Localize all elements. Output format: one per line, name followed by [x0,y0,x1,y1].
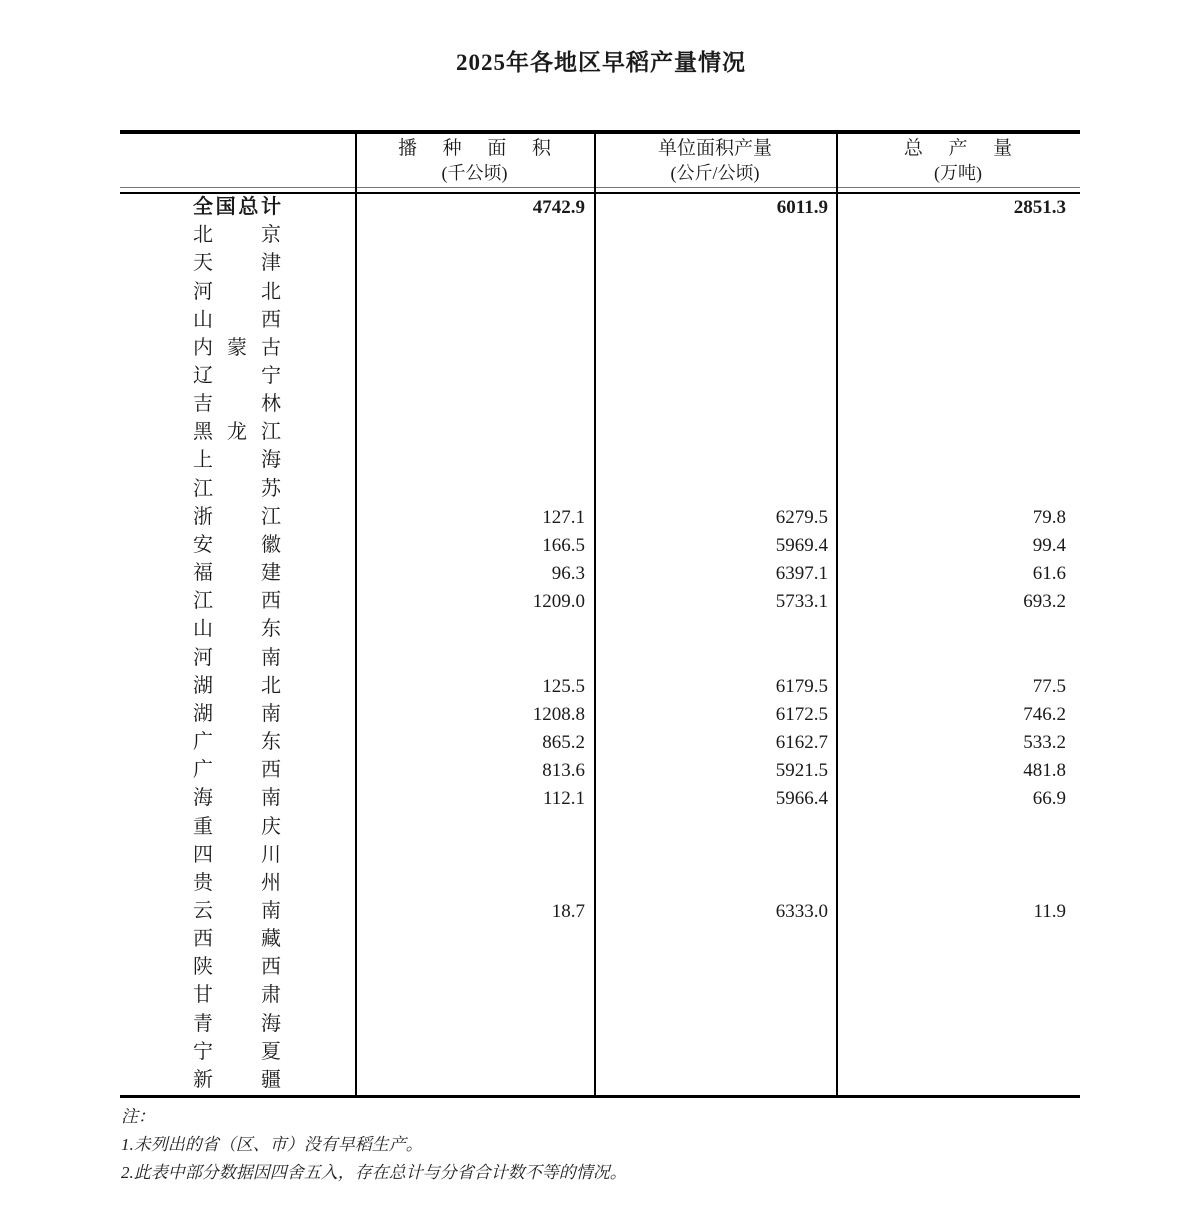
table-row [120,504,1080,532]
region-cell [120,1014,355,1036]
table-row [120,560,1080,588]
region-cell [120,619,355,641]
region-label: 黑龙江 [193,421,281,444]
cell-yield-per-area: 6172.5 [775,703,828,725]
region-label: 新疆 [193,1068,281,1091]
table-row [120,307,1080,335]
region-label: 四川 [193,843,281,866]
note-line-1: 1.未列出的省（区、市）没有早稻生产。 [121,1135,423,1154]
cell-sown-area: 865.2 [542,732,585,754]
cell-sown-area: 127.1 [542,506,585,528]
column-divider-1 [355,134,357,1095]
cell-yield-per-area: 5966.4 [775,788,828,810]
region-label: 湖南 [193,702,281,725]
cell-sown-area: 813.6 [542,760,585,782]
region-label: 重庆 [193,815,281,838]
table-row [120,954,1080,982]
region-label: 吉林 [193,393,281,416]
column-header-total-output [836,136,1080,186]
table-row [120,926,1080,954]
column-header-unit: (万吨) [934,162,982,183]
region-cell [120,648,355,670]
table-row [120,870,1080,898]
region-label: 内蒙古 [193,336,281,359]
cell-total-output: 481.8 [1023,760,1066,782]
column-divider-3 [836,134,838,1095]
region-label: 全国总计 [193,196,281,219]
notes-section [121,1103,627,1187]
cell-total-output: 79.8 [1032,506,1066,528]
region-cell [120,338,355,360]
region-cell [120,985,355,1007]
cell-total-output: 77.5 [1032,675,1066,697]
cell-total-output: 533.2 [1023,732,1066,754]
region-cell [120,366,355,388]
region-cell [120,760,355,782]
region-cell [120,282,355,304]
region-label: 广西 [193,759,281,782]
region-label: 山西 [193,308,281,331]
notes-label: 注： [121,1107,155,1126]
cell-total-output: 61.6 [1032,563,1066,585]
region-cell [120,450,355,472]
region-cell [120,845,355,867]
table-body [120,194,1080,1095]
region-cell [120,1042,355,1064]
region-label: 青海 [193,1012,281,1035]
table-row [120,588,1080,616]
region-label: 甘肃 [193,984,281,1007]
table-row [120,616,1080,644]
table-row [120,194,1080,222]
table-row [120,729,1080,757]
cell-sown-area: 166.5 [542,534,585,556]
cell-sown-area: 18.7 [551,900,585,922]
region-label: 上海 [193,449,281,472]
region-label: 江苏 [193,477,281,500]
table-row [120,1011,1080,1039]
region-cell [120,563,355,585]
cell-total-output: 2851.3 [1013,197,1066,219]
region-label: 北京 [193,224,281,247]
column-header-unit: (千公顷) [441,162,508,183]
cell-sown-area: 125.5 [542,675,585,697]
table-row [120,250,1080,278]
region-label: 西藏 [193,928,281,951]
table-row [120,1039,1080,1067]
region-label: 湖北 [193,674,281,697]
region-label: 江西 [193,590,281,613]
cell-yield-per-area: 5969.4 [775,534,828,556]
cell-yield-per-area: 6179.5 [775,675,828,697]
region-cell [120,253,355,275]
region-label: 贵州 [193,871,281,894]
region-label: 河南 [193,646,281,669]
region-label: 海南 [193,787,281,810]
table-row [120,447,1080,475]
table-row [120,1067,1080,1095]
table-row [120,898,1080,926]
table-header [120,134,1080,187]
region-label: 河北 [193,280,281,303]
region-cell [120,788,355,810]
table-row [120,645,1080,673]
table-row [120,222,1080,250]
region-label: 宁夏 [193,1040,281,1063]
column-header-label: 播 种 面 积 [398,137,551,159]
table-row [120,673,1080,701]
table-row [120,363,1080,391]
cell-total-output: 66.9 [1032,788,1066,810]
region-cell [120,817,355,839]
region-label: 广东 [193,731,281,754]
header-separator [120,187,1080,194]
region-cell [120,394,355,416]
table-row [120,335,1080,363]
region-cell [120,1070,355,1092]
cell-sown-area: 96.3 [551,563,585,585]
table-row [120,982,1080,1010]
column-header-label: 单位面积产量 [657,137,772,159]
cell-yield-per-area: 6333.0 [775,900,828,922]
region-label: 陕西 [193,956,281,979]
region-cell [120,422,355,444]
region-cell [120,197,355,219]
cell-total-output: 99.4 [1032,534,1066,556]
cell-total-output: 693.2 [1023,591,1066,613]
region-cell [120,732,355,754]
region-cell [120,929,355,951]
note-line-2: 2.此表中部分数据因四舍五入，存在总计与分省合计数不等的情况。 [121,1163,627,1182]
region-cell [120,225,355,247]
cell-sown-area: 112.1 [542,788,585,810]
cell-sown-area: 1208.8 [532,703,585,725]
region-cell [120,310,355,332]
region-cell [120,901,355,923]
region-cell [120,479,355,501]
region-label: 辽宁 [193,365,281,388]
production-table [120,130,1080,1098]
cell-yield-per-area: 5733.1 [775,591,828,613]
cell-yield-per-area: 6397.1 [775,563,828,585]
table-row [120,842,1080,870]
region-label: 浙江 [193,505,281,528]
region-cell [120,873,355,895]
cell-total-output: 11.9 [1033,900,1066,922]
region-label: 云南 [193,899,281,922]
cell-yield-per-area: 6279.5 [775,506,828,528]
region-label: 山东 [193,618,281,641]
column-divider-2 [594,134,596,1095]
cell-sown-area: 4742.9 [532,197,585,219]
region-cell [120,591,355,613]
region-cell [120,507,355,529]
region-cell [120,676,355,698]
page-title: 2025年各地区早稻产量情况 [456,50,746,75]
table-row [120,476,1080,504]
table-row [120,701,1080,729]
table-row [120,391,1080,419]
cell-total-output: 746.2 [1023,703,1066,725]
table-row [120,785,1080,813]
region-label: 福建 [193,562,281,585]
table-row [120,757,1080,785]
region-cell [120,957,355,979]
column-header-label: 总 产 量 [903,137,1013,159]
column-header-sown-area [355,136,594,186]
table-row [120,532,1080,560]
column-header-yield-per-area [594,136,836,186]
region-cell [120,704,355,726]
cell-yield-per-area: 6011.9 [776,197,828,219]
region-label: 天津 [193,252,281,275]
cell-sown-area: 1209.0 [532,591,585,613]
table-row [120,278,1080,306]
cell-yield-per-area: 6162.7 [775,732,828,754]
table-row [120,419,1080,447]
cell-yield-per-area: 5921.5 [775,760,828,782]
table-row [120,813,1080,841]
region-cell [120,535,355,557]
region-label: 安徽 [193,533,281,556]
column-header-unit: (公斤/公顷) [670,162,760,183]
